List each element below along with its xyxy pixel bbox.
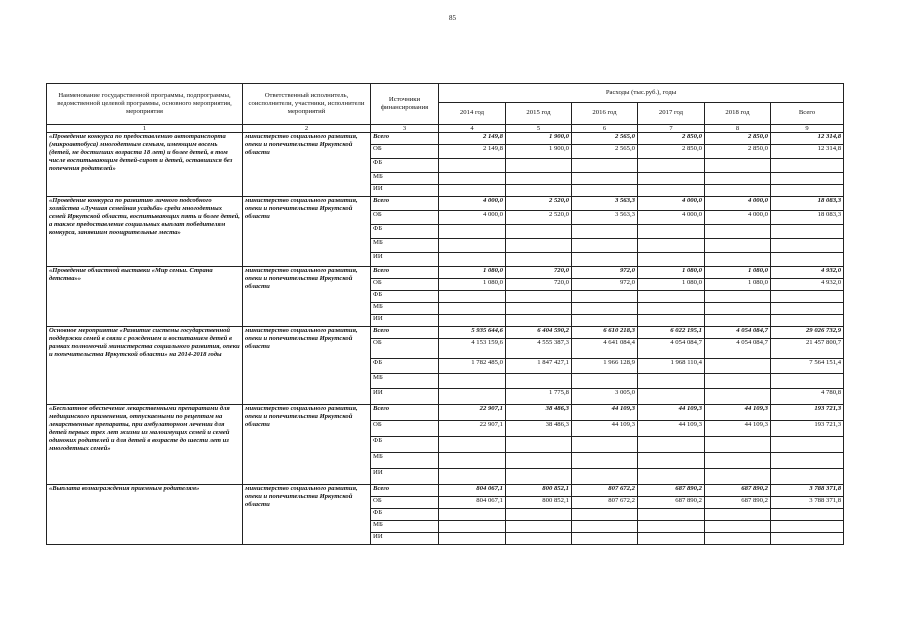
year-value bbox=[638, 509, 705, 521]
year-value: 1 968 110,4 bbox=[638, 359, 705, 374]
column-number: 5 bbox=[506, 125, 572, 133]
year-value: 38 486,3 bbox=[506, 421, 572, 437]
year-value: 1 966 128,9 bbox=[572, 359, 638, 374]
year-value: 1 080,0 bbox=[638, 267, 705, 279]
total-value: 21 457 800,7 bbox=[771, 339, 844, 359]
total-value bbox=[771, 303, 844, 315]
year-value bbox=[439, 225, 506, 239]
year-value bbox=[572, 173, 638, 185]
funding-source: ИИ bbox=[371, 389, 439, 405]
year-value bbox=[705, 315, 771, 327]
total-value bbox=[771, 437, 844, 453]
funding-source: МБ bbox=[371, 239, 439, 253]
year-value bbox=[506, 453, 572, 469]
year-value bbox=[572, 239, 638, 253]
year-value: 44 109,3 bbox=[638, 421, 705, 437]
measure-name: «Проведение конкурса по предоставлению автотранспорта (микроавтобуса) многодетным семьям, имеющим восемь (детей, не достигших возраста 18 лет) и более детей, в том числе воспитывающим детей-сирот и детей, оставшихся без попечения родителей» bbox=[47, 133, 243, 197]
year-value: 44 109,3 bbox=[572, 405, 638, 421]
year-value bbox=[705, 453, 771, 469]
year-value bbox=[638, 225, 705, 239]
year-value: 807 672,2 bbox=[572, 497, 638, 509]
year-value bbox=[705, 173, 771, 185]
header-year: 2017 год bbox=[638, 103, 705, 125]
total-value: 4 780,8 bbox=[771, 389, 844, 405]
year-value: 972,0 bbox=[572, 267, 638, 279]
year-value bbox=[638, 374, 705, 389]
year-value bbox=[638, 303, 705, 315]
year-value bbox=[506, 533, 572, 545]
total-value bbox=[771, 173, 844, 185]
funding-source: МБ bbox=[371, 374, 439, 389]
year-value bbox=[638, 159, 705, 173]
funding-source: ОБ bbox=[371, 279, 439, 291]
year-value bbox=[439, 453, 506, 469]
year-value: 4 000,0 bbox=[638, 197, 705, 211]
year-value bbox=[638, 253, 705, 267]
year-value bbox=[572, 374, 638, 389]
funding-source: ОБ bbox=[371, 339, 439, 359]
year-value bbox=[638, 533, 705, 545]
year-value bbox=[705, 253, 771, 267]
year-value bbox=[439, 437, 506, 453]
header-year: 2014 год bbox=[439, 103, 506, 125]
year-value: 44 109,3 bbox=[638, 405, 705, 421]
year-value bbox=[705, 291, 771, 303]
year-value bbox=[705, 509, 771, 521]
year-value bbox=[506, 315, 572, 327]
year-value bbox=[705, 185, 771, 197]
year-value: 720,0 bbox=[506, 279, 572, 291]
funding-source: ИИ bbox=[371, 469, 439, 485]
funding-source: МБ bbox=[371, 303, 439, 315]
year-value bbox=[638, 173, 705, 185]
year-value: 6 404 590,2 bbox=[506, 327, 572, 339]
measure-name: «Выплата вознаграждения приемным родителям» bbox=[47, 485, 243, 545]
total-value: 18 083,3 bbox=[771, 197, 844, 211]
year-value bbox=[506, 253, 572, 267]
total-value: 4 932,0 bbox=[771, 279, 844, 291]
total-value: 193 721,3 bbox=[771, 421, 844, 437]
year-value: 2 520,0 bbox=[506, 211, 572, 225]
total-value: 29 026 732,9 bbox=[771, 327, 844, 339]
year-value bbox=[705, 521, 771, 533]
year-value bbox=[439, 303, 506, 315]
year-value bbox=[439, 389, 506, 405]
year-value bbox=[506, 291, 572, 303]
year-value: 2 149,8 bbox=[439, 133, 506, 145]
year-value bbox=[572, 453, 638, 469]
year-value bbox=[638, 185, 705, 197]
year-value bbox=[572, 509, 638, 521]
year-value: 4 000,0 bbox=[705, 211, 771, 225]
total-value bbox=[771, 533, 844, 545]
funding-source: Всего bbox=[371, 133, 439, 145]
year-value bbox=[572, 469, 638, 485]
year-value bbox=[439, 159, 506, 173]
total-value: 3 788 371,8 bbox=[771, 497, 844, 509]
year-value bbox=[572, 521, 638, 533]
year-value: 720,0 bbox=[506, 267, 572, 279]
column-number: 3 bbox=[371, 125, 439, 133]
year-value bbox=[506, 173, 572, 185]
total-value bbox=[771, 453, 844, 469]
table-row bbox=[47, 197, 844, 211]
year-value: 2 850,0 bbox=[705, 145, 771, 159]
page-number: 85 bbox=[449, 14, 456, 22]
year-value: 4 000,0 bbox=[705, 197, 771, 211]
year-value: 22 907,1 bbox=[439, 421, 506, 437]
year-value bbox=[705, 303, 771, 315]
column-number: 6 bbox=[572, 125, 638, 133]
year-value: 3 005,0 bbox=[572, 389, 638, 405]
year-value bbox=[439, 291, 506, 303]
total-value bbox=[771, 469, 844, 485]
year-value: 6 022 195,1 bbox=[638, 327, 705, 339]
measure-name: «Проведение областной выставки «Мир семьи. Страна детства»» bbox=[47, 267, 243, 327]
year-value: 4 000,0 bbox=[638, 211, 705, 225]
funding-source: МБ bbox=[371, 173, 439, 185]
funding-source: ОБ bbox=[371, 145, 439, 159]
year-value bbox=[506, 303, 572, 315]
table-row bbox=[47, 485, 844, 497]
year-value bbox=[572, 225, 638, 239]
responsible-executor: министерство социального развития, опеки и попечительства Иркутской области bbox=[243, 267, 371, 327]
year-value bbox=[506, 509, 572, 521]
header-total: Всего bbox=[771, 103, 844, 125]
year-value bbox=[506, 521, 572, 533]
total-value: 12 314,8 bbox=[771, 145, 844, 159]
funding-source: Всего bbox=[371, 485, 439, 497]
year-value bbox=[705, 159, 771, 173]
funding-source: Всего bbox=[371, 197, 439, 211]
total-value bbox=[771, 374, 844, 389]
year-value bbox=[638, 239, 705, 253]
year-value: 800 852,1 bbox=[506, 497, 572, 509]
table-row bbox=[47, 405, 844, 421]
year-value bbox=[439, 509, 506, 521]
year-value: 1 775,8 bbox=[506, 389, 572, 405]
year-value bbox=[439, 185, 506, 197]
year-value bbox=[638, 453, 705, 469]
year-value bbox=[705, 389, 771, 405]
year-value: 1 080,0 bbox=[638, 279, 705, 291]
year-value bbox=[572, 437, 638, 453]
total-value bbox=[771, 253, 844, 267]
year-value bbox=[572, 185, 638, 197]
year-value bbox=[705, 374, 771, 389]
funding-source: ОБ bbox=[371, 497, 439, 509]
year-value: 1 847 427,1 bbox=[506, 359, 572, 374]
year-value bbox=[572, 291, 638, 303]
funding-source: ИИ bbox=[371, 185, 439, 197]
funding-source: Всего bbox=[371, 267, 439, 279]
funding-source: ОБ bbox=[371, 211, 439, 225]
total-value bbox=[771, 509, 844, 521]
year-value: 2 565,0 bbox=[572, 133, 638, 145]
year-value: 4 641 084,4 bbox=[572, 339, 638, 359]
year-value: 4 054 084,7 bbox=[638, 339, 705, 359]
responsible-executor: министерство социального развития, опеки и попечительства Иркутской области bbox=[243, 327, 371, 405]
column-number: 8 bbox=[705, 125, 771, 133]
year-value: 4 153 159,6 bbox=[439, 339, 506, 359]
year-value bbox=[638, 437, 705, 453]
year-value bbox=[705, 239, 771, 253]
year-value: 2 149,8 bbox=[439, 145, 506, 159]
year-value bbox=[506, 225, 572, 239]
year-value: 1 080,0 bbox=[439, 267, 506, 279]
funding-source: МБ bbox=[371, 521, 439, 533]
year-value bbox=[506, 469, 572, 485]
funding-source: ФБ bbox=[371, 359, 439, 374]
measure-name: «Бесплатное обеспечение лекарственными препаратами для медицинского применения, отпускаемыми по рецептам на лекарственные препараты, при амбулаторном лечении для детей первых трех лет жизни из малоимущих семей и семей одиноких родителей и для детей в возрасте до шести лет из многодетных семей» bbox=[47, 405, 243, 485]
funding-source: ФБ bbox=[371, 291, 439, 303]
year-value: 1 080,0 bbox=[705, 279, 771, 291]
year-value: 800 852,1 bbox=[506, 485, 572, 497]
year-value bbox=[638, 291, 705, 303]
total-value: 12 314,8 bbox=[771, 133, 844, 145]
total-value bbox=[771, 225, 844, 239]
total-value: 193 721,3 bbox=[771, 405, 844, 421]
year-value: 2 850,0 bbox=[638, 145, 705, 159]
year-value bbox=[506, 239, 572, 253]
year-value bbox=[506, 374, 572, 389]
year-value: 2 850,0 bbox=[638, 133, 705, 145]
header-source: Источники финансирования bbox=[371, 84, 439, 125]
total-value bbox=[771, 315, 844, 327]
funding-source: МБ bbox=[371, 453, 439, 469]
year-value bbox=[439, 533, 506, 545]
total-value: 18 083,3 bbox=[771, 211, 844, 225]
year-value bbox=[506, 437, 572, 453]
header-year: 2016 год bbox=[572, 103, 638, 125]
measure-name: Основное мероприятие «Развитие системы государственной поддержки семей в связи с рождением и воспитанием детей в рамках полномочий министерства социального развития, опеки и попечительства Иркутской области» на 2014-2018 годы bbox=[47, 327, 243, 405]
year-value bbox=[439, 374, 506, 389]
column-number: 2 bbox=[243, 125, 371, 133]
year-value: 1 080,0 bbox=[439, 279, 506, 291]
measure-name: «Проведение конкурса по развитию личного подсобного хозяйства «Лучшая семейная усадьба» среди многодетных семей Иркутской области, воспитывающих пять и более детей, а также предоставление социальных выплат победителям конкурса, занявшим поощрительные места» bbox=[47, 197, 243, 267]
total-value bbox=[771, 239, 844, 253]
year-value: 687 890,2 bbox=[705, 485, 771, 497]
year-value: 1 782 485,0 bbox=[439, 359, 506, 374]
year-value: 3 563,3 bbox=[572, 211, 638, 225]
year-value bbox=[572, 159, 638, 173]
column-number: 4 bbox=[439, 125, 506, 133]
funding-source: ФБ bbox=[371, 509, 439, 521]
responsible-executor: министерство социального развития, опеки и попечительства Иркутской области bbox=[243, 485, 371, 545]
year-value bbox=[439, 173, 506, 185]
year-value: 4 054 084,7 bbox=[705, 327, 771, 339]
funding-source: ИИ bbox=[371, 533, 439, 545]
year-value bbox=[638, 389, 705, 405]
year-value: 3 563,3 bbox=[572, 197, 638, 211]
funding-source: ОБ bbox=[371, 421, 439, 437]
year-value bbox=[439, 469, 506, 485]
year-value bbox=[439, 315, 506, 327]
year-value: 5 935 644,6 bbox=[439, 327, 506, 339]
funding-source: Всего bbox=[371, 405, 439, 421]
year-value bbox=[439, 253, 506, 267]
year-value bbox=[506, 159, 572, 173]
header-responsible: Ответственный исполнитель, соисполнители, участники, исполнители мероприятий bbox=[243, 84, 371, 125]
year-value bbox=[572, 253, 638, 267]
year-value bbox=[572, 315, 638, 327]
year-value bbox=[705, 533, 771, 545]
year-value bbox=[439, 239, 506, 253]
year-value bbox=[705, 225, 771, 239]
table-row bbox=[47, 133, 844, 145]
year-value: 44 109,3 bbox=[572, 421, 638, 437]
responsible-executor: министерство социального развития, опеки и попечительства Иркутской области bbox=[243, 133, 371, 197]
funding-source: ФБ bbox=[371, 437, 439, 453]
year-value bbox=[572, 533, 638, 545]
total-value bbox=[771, 185, 844, 197]
table-row bbox=[47, 267, 844, 279]
year-value: 22 907,1 bbox=[439, 405, 506, 421]
year-value bbox=[572, 303, 638, 315]
year-value: 804 067,1 bbox=[439, 485, 506, 497]
year-value bbox=[439, 521, 506, 533]
funding-source: Всего bbox=[371, 327, 439, 339]
total-value: 7 564 151,4 bbox=[771, 359, 844, 374]
funding-source: ИИ bbox=[371, 315, 439, 327]
year-value: 2 520,0 bbox=[506, 197, 572, 211]
year-value: 4 000,0 bbox=[439, 197, 506, 211]
year-value: 1 080,0 bbox=[705, 267, 771, 279]
year-value bbox=[705, 437, 771, 453]
funding-source: ФБ bbox=[371, 159, 439, 173]
year-value: 1 900,0 bbox=[506, 133, 572, 145]
year-value: 804 067,1 bbox=[439, 497, 506, 509]
column-number: 7 bbox=[638, 125, 705, 133]
year-value: 2 565,0 bbox=[572, 145, 638, 159]
year-value: 38 486,3 bbox=[506, 405, 572, 421]
year-value: 972,0 bbox=[572, 279, 638, 291]
year-value: 4 000,0 bbox=[439, 211, 506, 225]
header-year: 2018 год bbox=[705, 103, 771, 125]
year-value: 4 555 387,3 bbox=[506, 339, 572, 359]
year-value bbox=[638, 469, 705, 485]
total-value bbox=[771, 291, 844, 303]
responsible-executor: министерство социального развития, опеки и попечительства Иркутской области bbox=[243, 405, 371, 485]
year-value: 2 850,0 bbox=[705, 133, 771, 145]
header-name: Наименование государственной программы, подпрограммы, ведомственной целевой программы, основного мероприятия, мероприятия bbox=[47, 84, 243, 125]
year-value bbox=[638, 315, 705, 327]
column-number: 1 bbox=[47, 125, 243, 133]
total-value bbox=[771, 521, 844, 533]
year-value: 44 109,3 bbox=[705, 405, 771, 421]
total-value bbox=[771, 159, 844, 173]
header-expenses: Расходы (тыс.руб.), годы bbox=[439, 84, 844, 103]
year-value: 687 890,2 bbox=[638, 485, 705, 497]
year-value: 687 890,2 bbox=[638, 497, 705, 509]
year-value: 44 109,3 bbox=[705, 421, 771, 437]
header-year: 2015 год bbox=[506, 103, 572, 125]
total-value: 3 788 371,8 bbox=[771, 485, 844, 497]
year-value bbox=[506, 185, 572, 197]
year-value bbox=[705, 469, 771, 485]
responsible-executor: министерство социального развития, опеки и попечительства Иркутской области bbox=[243, 197, 371, 267]
year-value: 4 054 084,7 bbox=[705, 339, 771, 359]
funding-source: ФБ bbox=[371, 225, 439, 239]
year-value: 807 672,2 bbox=[572, 485, 638, 497]
budget-table bbox=[46, 83, 844, 545]
year-value: 687 890,2 bbox=[705, 497, 771, 509]
year-value bbox=[705, 359, 771, 374]
table-row bbox=[47, 327, 844, 339]
year-value: 1 900,0 bbox=[506, 145, 572, 159]
column-number: 9 bbox=[771, 125, 844, 133]
funding-source: ИИ bbox=[371, 253, 439, 267]
year-value: 6 610 218,3 bbox=[572, 327, 638, 339]
year-value bbox=[638, 521, 705, 533]
total-value: 4 932,0 bbox=[771, 267, 844, 279]
